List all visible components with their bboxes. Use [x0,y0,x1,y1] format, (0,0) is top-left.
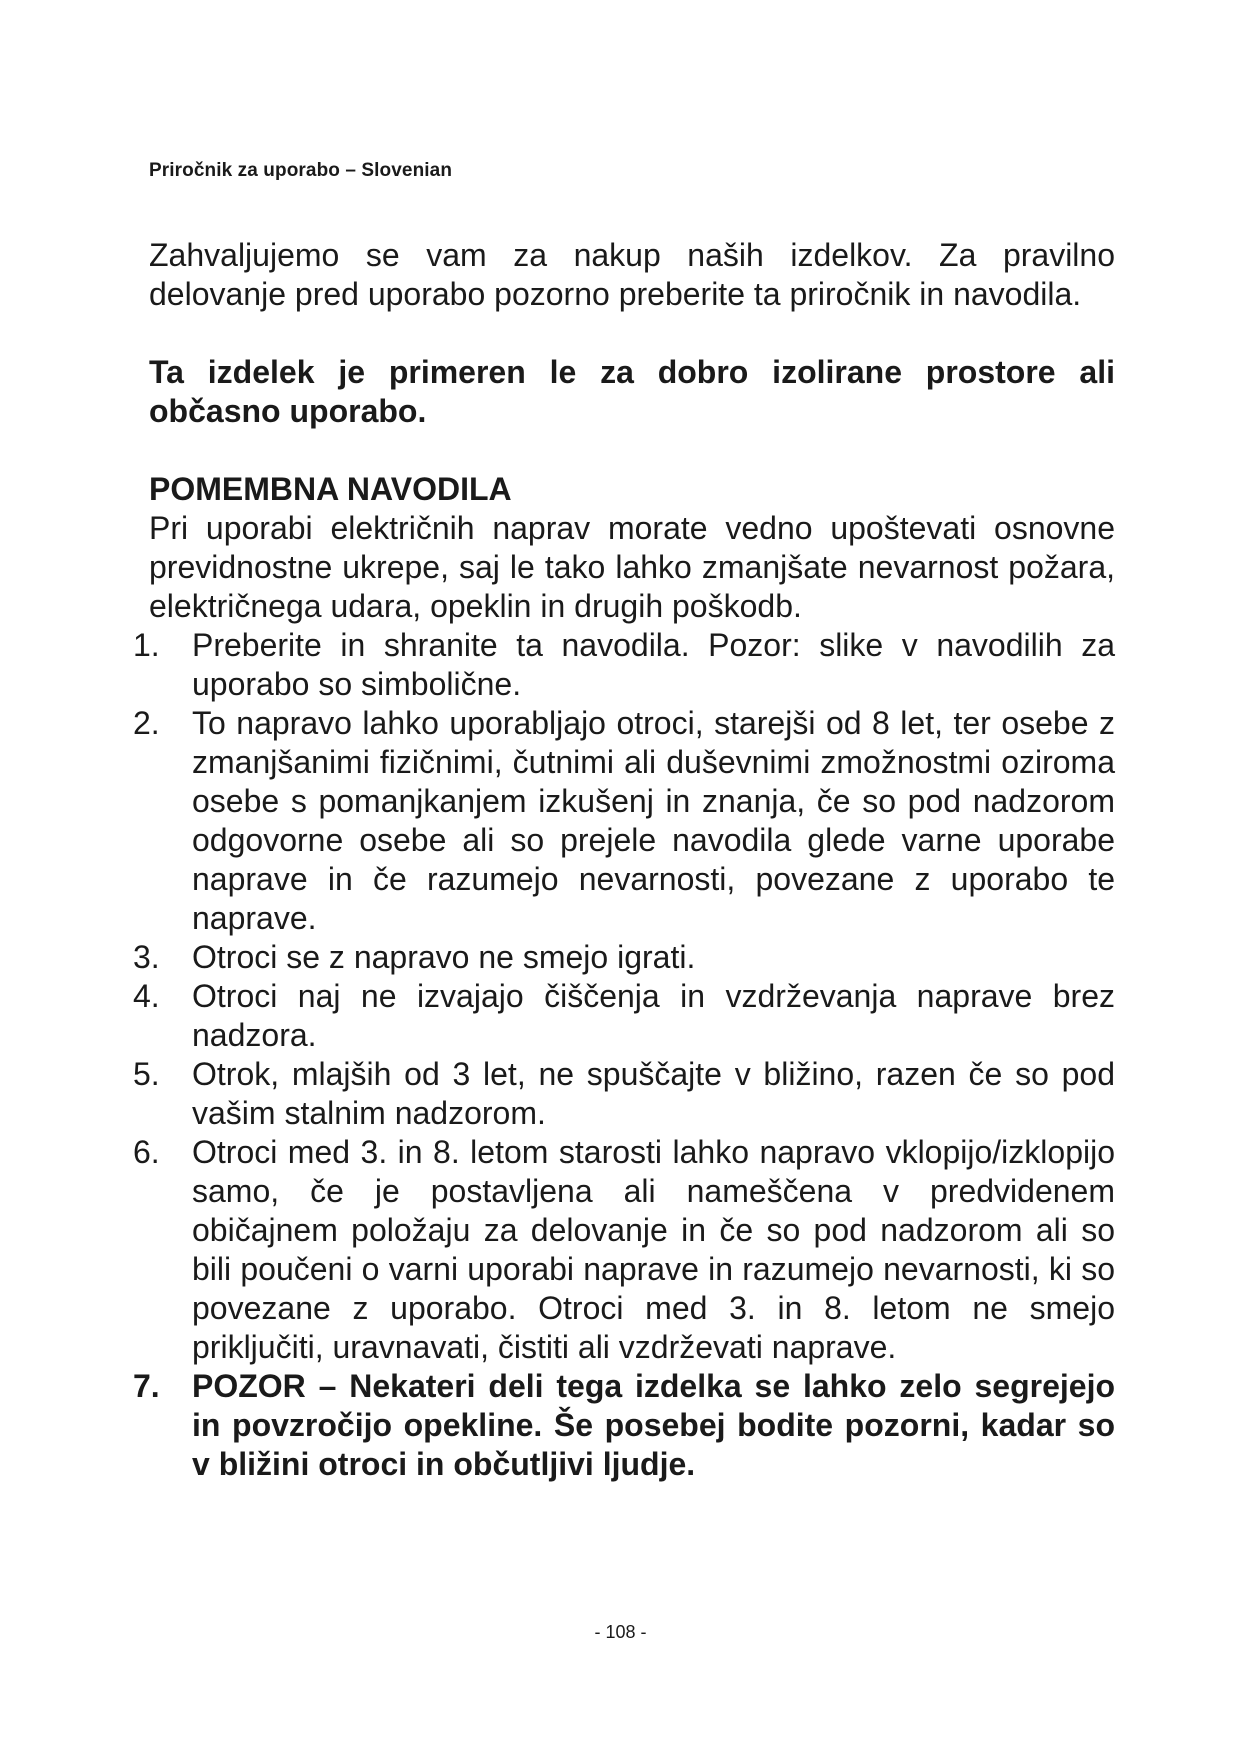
warning-instruction-item [133,1367,1115,1484]
section-intro-paragraph: Pri uporabi električnih naprav morate vedno upoštevati osnovne previdnostne ukrepe, saj le tako lahko zmanjšate nevarnost požara, električnega udara, opeklin in drugih poškodb. [149,510,1115,624]
page-number: - 108 - [594,1622,647,1642]
instruction-number: 7. [133,1368,160,1404]
instruction-number: 3. [133,939,160,975]
instruction-text: Preberite in shranite ta navodila. Pozor: slike v navodilih za uporabo so simbolične. [192,627,1115,702]
instruction-item [133,1133,1115,1367]
instructions-list [133,626,1115,1484]
instruction-text: Otroci se z napravo ne smejo igrati. [192,939,696,975]
page-header: Priročnik za uporabo – Slovenian [149,160,453,181]
instruction-text: Otroci naj ne izvajajo čiščenja in vzdrževanja naprave brez nadzora. [192,978,1115,1053]
intro-paragraph: Zahvaljujemo se vam za nakup naših izdelkov. Za pravilno delovanje pred uporabo pozorno preberite ta priročnik in navodila. [149,237,1115,312]
instruction-text: Otrok, mlajših od 3 let, ne spuščajte v bližino, razen če so pod vašim stalnim nadzorom. [192,1056,1115,1131]
instruction-item [133,938,1115,977]
instruction-number: 5. [133,1056,160,1092]
instruction-number: 6. [133,1134,160,1170]
page-content [133,236,1115,1484]
section-title: POMEMBNA NAVODILA [149,471,512,507]
instruction-number: 1. [133,627,160,663]
instruction-text: To napravo lahko uporabljajo otroci, starejši od 8 let, ter osebe z zmanjšanimi fizičnimi, čutnimi ali duševnimi zmožnostmi oziroma osebe s pomanjkanjem izkušenj in znanja, če so pod nadzorom odgovorne osebe ali so prejele navodila glede varne uporabe naprave in če razumejo nevarnosti, povezane z uporabo te naprave. [192,705,1115,936]
instruction-item [133,704,1115,938]
instruction-number: 4. [133,978,160,1014]
instruction-number: 2. [133,705,160,741]
instruction-item [133,1055,1115,1133]
suitability-notice: Ta izdelek je primeren le za dobro izolirane prostore ali občasno uporabo. [149,354,1115,429]
instruction-item [133,977,1115,1055]
instruction-text: POZOR – Nekateri deli tega izdelka se lahko zelo segrejejo in povzročijo opekline. Še posebej bodite pozorni, kadar so v bližini otroci in občutljivi ljudje. [192,1368,1115,1482]
instruction-text: Otroci med 3. in 8. letom starosti lahko napravo vklopijo/izklopijo samo, če je postavljena ali nameščena v predvidenem običajnem položaju za delovanje in če so pod nadzorom ali so bili poučeni o varni uporabi naprave in razumejo nevarnosti, ki so povezane z uporabo. Otroci med 3. in 8. letom ne smejo priključiti, uravnavati, čistiti ali vzdrževati naprave. [192,1134,1115,1365]
instruction-item [133,626,1115,704]
